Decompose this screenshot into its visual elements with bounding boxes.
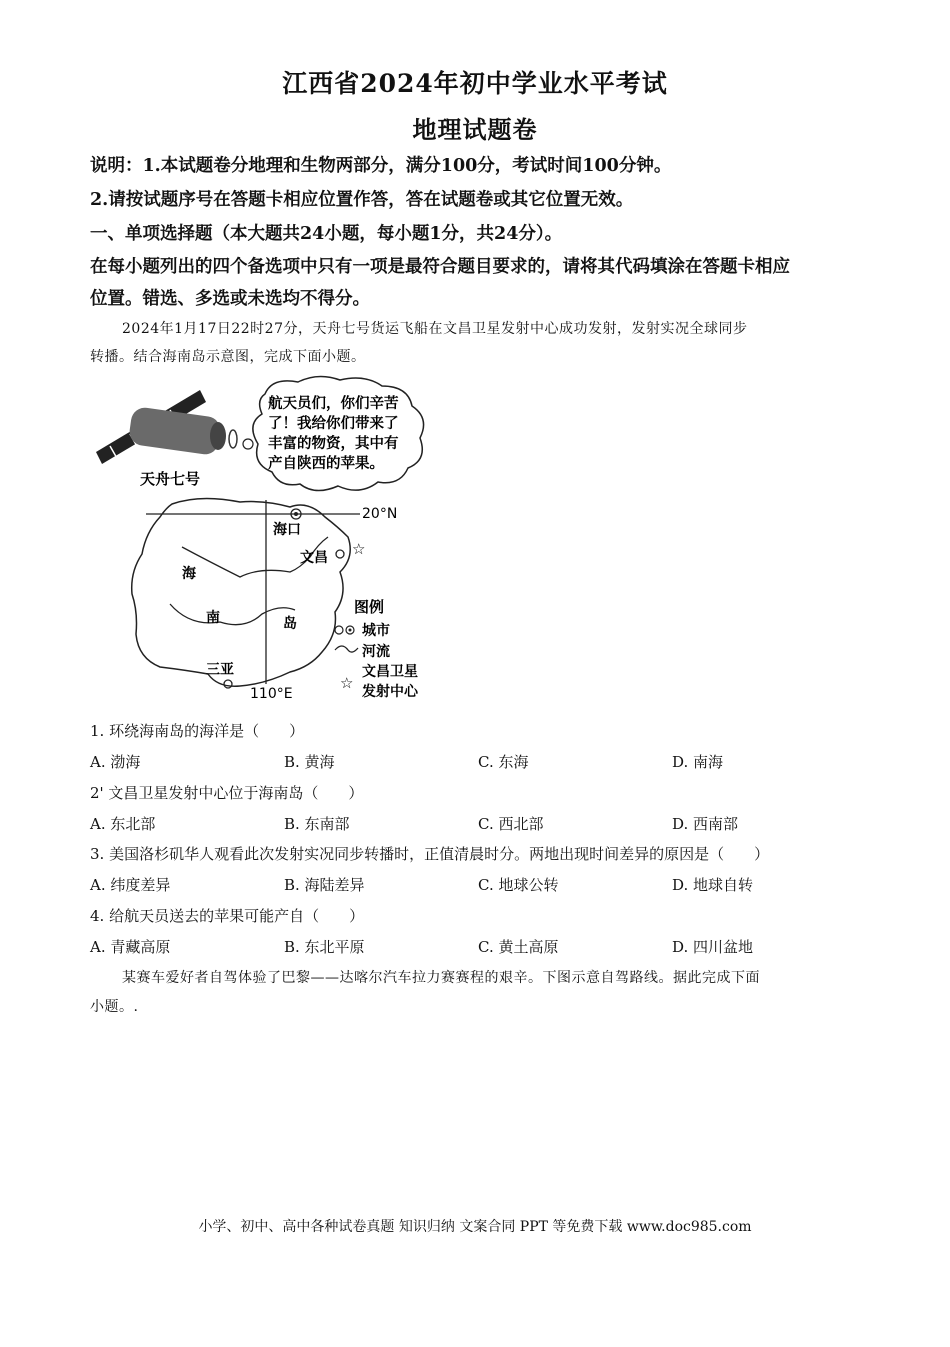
river-2 (170, 604, 295, 625)
island-char-2: 南 (206, 610, 220, 626)
wenchang-marker (336, 550, 344, 558)
q2-option-c[interactable]: C. 西北部 (478, 815, 544, 833)
q1-option-d[interactable]: D. 南海 (672, 753, 724, 771)
q1-option-a[interactable]: A. 渤海 (90, 753, 141, 771)
exam-subtitle: 地理试题卷 (412, 115, 538, 144)
legend-launch-label-1: 文昌卫星 (362, 664, 418, 680)
spacecraft-icon (96, 390, 237, 464)
haikou-label: 海口 (273, 522, 301, 538)
instruction-line-1: 说明：1.本试题卷分地理和生物两部分，满分100分，考试时间100分钟。 (90, 156, 672, 176)
island-char-1: 海 (182, 566, 196, 582)
question-1-stem: 1. 环绕海南岛的海洋是（ ） (90, 722, 305, 740)
bubble-line-4: 产自陕西的苹果。 (268, 456, 384, 472)
q3-option-d[interactable]: D. 地球自转 (672, 876, 754, 894)
bubble-line-2: 了！我给你们带来了 (268, 416, 399, 432)
question-3-stem: 3. 美国洛杉矶华人观看此次发射实况同步转播时，正值清晨时分。两地出现时间差异的原因是（ ） (90, 845, 770, 863)
speech-bubble (253, 376, 424, 490)
sanya-label: 三亚 (206, 662, 234, 678)
passage1-line-1: 2024年1月17日22时27分，天舟七号货运飞船在文昌卫星发射中心成功发射，发射实况全球同步 (122, 321, 748, 337)
latitude-label: 20°N (362, 506, 398, 522)
legend-city-label: 城市 (362, 623, 390, 639)
passage1-line-2: 转播。结合海南岛示意图，完成下面小题。 (90, 349, 366, 365)
legend-river-icon (335, 646, 358, 652)
section-desc-2: 位置。错选、多选或未选均不得分。 (90, 289, 370, 309)
question-4-stem: 4. 给航天员送去的苹果可能产自（ ） (90, 907, 365, 925)
q2-option-a[interactable]: A. 东北部 (90, 815, 156, 833)
legend-launch-label-2: 发射中心 (362, 684, 418, 700)
passage2-line-1: 某赛车爱好者自驾体验了巴黎——达喀尔汽车拉力赛赛程的艰辛。下图示意自驾路线。据此完成下面 (122, 970, 760, 986)
exam-title: 江西省2024年初中学业水平考试 (282, 69, 668, 98)
q4-option-d[interactable]: D. 四川盆地 (672, 938, 754, 956)
q4-option-b[interactable]: B. 东北平原 (284, 938, 365, 956)
island-char-3: 岛 (283, 616, 297, 632)
legend-river-label: 河流 (362, 644, 390, 660)
page-footer: 小学、初中、高中各种试卷真题 知识归纳 文案合同 PPT 等免费下载 www.doc985.com (198, 1219, 752, 1235)
spacecraft-label: 天舟七号 (140, 470, 201, 488)
bubble-line-1: 航天员们，你们辛苦 (268, 396, 399, 412)
hainan-island-outline (132, 498, 351, 686)
legend-title: 图例 (354, 598, 385, 616)
longitude-label: 110°E (250, 686, 293, 702)
q1-option-c[interactable]: C. 东海 (478, 753, 529, 771)
passage2-line-2: 小题。. (90, 999, 139, 1015)
legend-star-icon: ☆ (340, 674, 354, 692)
q2-option-d[interactable]: D. 西南部 (672, 815, 739, 833)
sanya-marker (224, 680, 232, 688)
section-title: 一、单项选择题（本大题共24小题，每小题1分，共24分）。 (90, 224, 563, 244)
q1-option-b[interactable]: B. 黄海 (284, 753, 335, 771)
hainan-map-figure (90, 372, 450, 707)
q4-option-c[interactable]: C. 黄土高原 (478, 938, 559, 956)
legend-city-icon (335, 626, 343, 634)
bubble-line-3: 丰富的物资，其中有 (268, 436, 399, 452)
q3-option-a[interactable]: A. 纬度差异 (90, 876, 171, 894)
section-desc-1: 在每小题列出的四个备选项中只有一项是最符合题目要求的，请将其代码填涂在答题卡相应 (90, 257, 790, 277)
question-2-stem: 2' 文昌卫星发射中心位于海南岛（ ） (90, 784, 364, 802)
wenchang-label: 文昌 (300, 550, 328, 566)
q3-option-c[interactable]: C. 地球公转 (478, 876, 559, 894)
q4-option-a[interactable]: A. 青藏高原 (90, 938, 171, 956)
launch-site-star-icon: ☆ (352, 540, 366, 558)
q3-option-b[interactable]: B. 海陆差异 (284, 876, 365, 894)
q2-option-b[interactable]: B. 东南部 (284, 815, 350, 833)
instruction-line-2: 2.请按试题序号在答题卡相应位置作答，答在试题卷或其它位置无效。 (90, 190, 634, 210)
